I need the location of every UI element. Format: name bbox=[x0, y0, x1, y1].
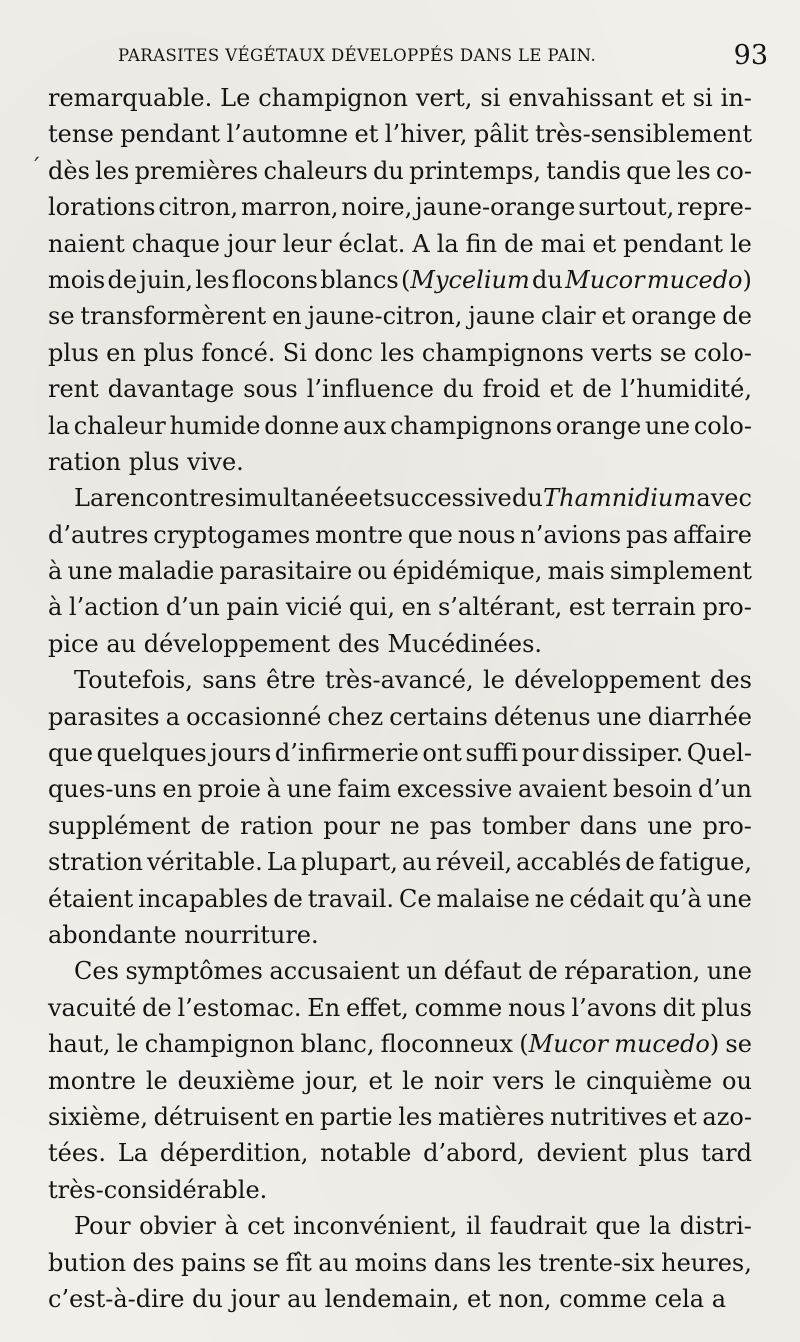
running-header bbox=[118, 40, 768, 80]
text-line: abondante nourriture. bbox=[48, 920, 319, 949]
text-line: mois de juin, les flocons blancs (Mycelium du Mucor mucedo) bbox=[48, 265, 752, 294]
running-title: PARASITES VÉGÉTAUX DÉVELOPPÉS DANS LE PAIN. bbox=[118, 46, 597, 65]
text-line: d’autres cryptogames montre que nous n’avions pas affaire bbox=[48, 520, 752, 549]
text-line: Ces symptômes accusaient un défaut de réparation, une bbox=[74, 957, 752, 986]
text-line: tense pendant l’automne et l’hiver, pâlit très-sensiblement bbox=[48, 120, 752, 149]
text-line: Toutefois, sans être très-avancé, le développement des bbox=[74, 666, 752, 695]
body-text bbox=[48, 80, 752, 1317]
text-line: étaient incapables de travail. Ce malaise ne cédait qu’à une bbox=[48, 884, 752, 913]
text-line: sixième, détruisent en partie les matières nutritives et azo- bbox=[48, 1102, 752, 1131]
text-line: haut, le champignon blanc, floconneux (Mucor mucedo) se bbox=[48, 1030, 752, 1059]
text-line: à une maladie parasitaire ou épidémique, mais simplement bbox=[48, 557, 752, 586]
text-line: remarquable. Le champignon vert, si envahissant et si in- bbox=[48, 84, 752, 112]
text-line: supplément de ration pour ne pas tomber dans une pro- bbox=[48, 811, 752, 840]
text-line: bution des pains se fît au moins dans les trente-six heures, bbox=[48, 1248, 752, 1277]
text-line: très-considérable. bbox=[48, 1175, 268, 1204]
paragraph bbox=[48, 480, 752, 662]
text-line: La rencontre simultanée et successive du Thamnidium avec bbox=[74, 484, 752, 513]
text-line: naient chaque jour leur éclat. A la fin de mai et pendant le bbox=[48, 229, 752, 258]
page-number: 93 bbox=[733, 40, 768, 71]
text-line: ques-uns en proie à une faim excessive avaient besoin d’un bbox=[48, 775, 752, 804]
text-line: c’est-à-dire du jour au lendemain, et non, comme cela a bbox=[48, 1284, 727, 1313]
text-line: lorations citron, marron, noire, jaune-orange surtout, repre- bbox=[48, 193, 752, 222]
text-line: montre le deuxième jour, et le noir vers le cinquième ou bbox=[48, 1066, 752, 1095]
text-line: dès les premières chaleurs du printemps, tandis que les co- bbox=[48, 156, 752, 185]
text-line: à l’action d’un pain vicié qui, en s’altérant, est terrain pro- bbox=[48, 593, 752, 622]
paragraph bbox=[48, 1208, 752, 1317]
text-line: la chaleur humide donne aux champignons orange une colo- bbox=[48, 411, 752, 440]
text-line: Pour obvier à cet inconvénient, il faudrait que la distri- bbox=[74, 1212, 752, 1241]
text-line: pice au développement des Mucédinées. bbox=[48, 629, 543, 658]
text-line: rent davantage sous l’influence du froid et de l’humidité, bbox=[48, 375, 752, 404]
text-line: parasites a occasionné chez certains détenus une diarrhée bbox=[48, 702, 752, 731]
text-line: stration véritable. La plupart, au réveil, accablés de fatigue, bbox=[48, 848, 752, 877]
margin-mark: ´ bbox=[30, 156, 41, 181]
paragraph bbox=[48, 953, 752, 1208]
text-line: se transformèrent en jaune-citron, jaune clair et orange de bbox=[48, 302, 752, 331]
text-line: tées. La déperdition, notable d’abord, devient plus tard bbox=[48, 1139, 752, 1168]
text-line: plus en plus foncé. Si donc les champignons verts se colo- bbox=[48, 338, 752, 367]
paragraph bbox=[48, 662, 752, 953]
text-line: que quelques jours d’infirmerie ont suffi pour dissiper. Quel- bbox=[48, 739, 752, 768]
text-line: ration plus vive. bbox=[48, 447, 244, 476]
text-line: vacuité de l’estomac. En effet, comme nous l’avons dit plus bbox=[48, 993, 752, 1022]
paragraph bbox=[48, 80, 752, 480]
